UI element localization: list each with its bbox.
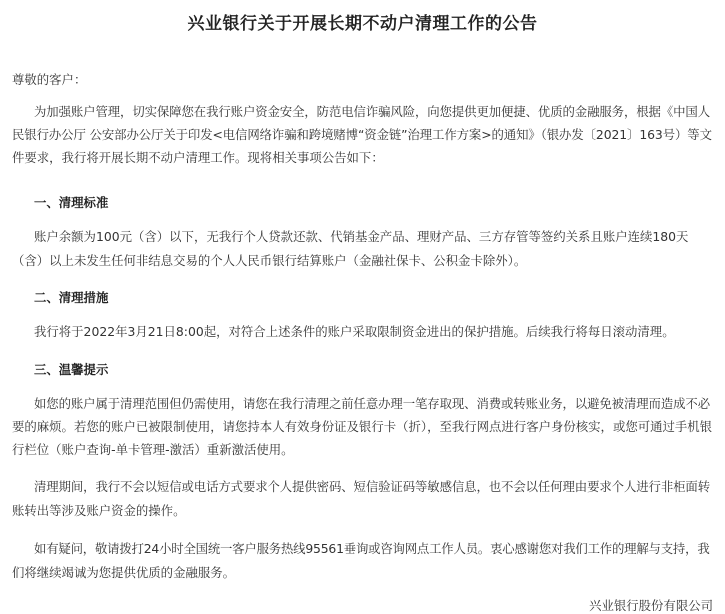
criteria-line-1: 账户余额为100元（含）以下，无我行个人贷款还款、代销基金产品、理财产品、三方存管等签约关系且账户连续180天 <box>34 229 689 244</box>
tips-line-2: 要的麻烦。若您的账户已被限制使用，请您持本人有效身份证及银行卡（折），至我行网点进行客户身份核实，或您可通过手机银 <box>12 419 713 434</box>
tips-line-3: 行栏位（账户查询-单卡管理-激活）重新激活使用。 <box>12 442 294 457</box>
section-heading-criteria: 一、清理标准 <box>34 195 109 210</box>
measures-line-1: 我行将于2022年3月21日8:00起，对符合上述条件的账户采取限制资金进出的保护措施。后续我行将每日滚动清理。 <box>34 324 675 339</box>
criteria-line-2: （含）以上未发生任何非结息交易的个人人民币银行结算账户（金融社保卡、公积金卡除外）。 <box>12 253 527 268</box>
section-heading-tips: 三、温馨提示 <box>34 362 109 377</box>
notice-line-1: 清理期间，我行不会以短信或电话方式要求个人提供密码、短信验证码等敏感信息，也不会以任何理由要求个人进行非柜面转 <box>34 479 710 494</box>
intro-line-1: 为加强账户管理，切实保障您在我行账户资金安全，防范电信诈骗风险，向您提供更加便捷、优质的金融服务，根据《中国人 <box>34 104 710 119</box>
closing-line-1: 如有疑问，敬请拨打24小时全国统一客户服务热线95561垂询或咨询网点工作人员。衷心感谢您对我们工作的理解与支持，我 <box>34 541 710 556</box>
intro-line-2: 民银行办公厅 公安部办公厅关于印发<电信网络诈骗和跨境赌博“资金链”治理工作方案>的通知》（银办发〔2021〕163号）等文 <box>12 127 712 142</box>
intro-line-3: 件要求，我行将开展长期不动户清理工作。现将相关事项公告如下： <box>12 150 384 165</box>
closing-line-2: 们将继续竭诚为您提供优质的金融服务。 <box>12 565 236 580</box>
greeting: 尊敬的客户： <box>12 72 87 87</box>
section-heading-measures: 二、清理措施 <box>34 290 109 305</box>
announcement-title: 兴业银行关于开展长期不动户清理工作的公告 <box>187 14 538 34</box>
signature: 兴业银行股份有限公司 <box>589 598 713 613</box>
tips-line-1: 如您的账户属于清理范围但仍需使用，请您在我行清理之前任意办理一笔存取现、消费或转账业务，以避免被清理而造成不必 <box>34 396 710 411</box>
notice-line-2: 账转出等涉及账户资金的操作。 <box>12 503 186 518</box>
